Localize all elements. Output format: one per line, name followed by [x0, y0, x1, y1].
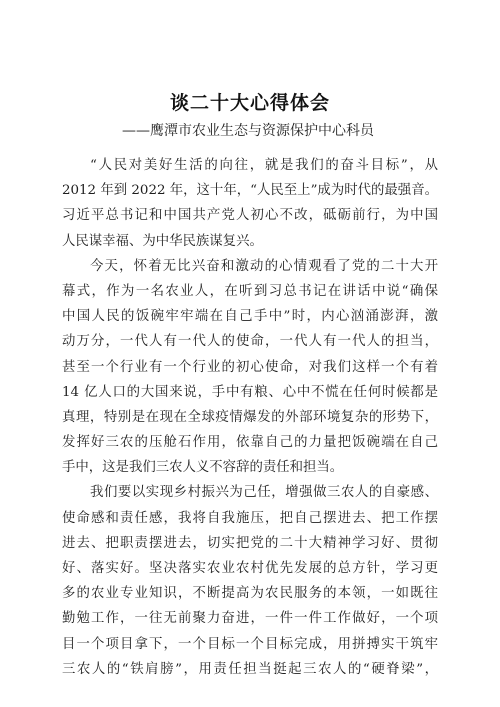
- body-line: 手中，这是我们三农人义不容辞的责任和担当。: [62, 460, 344, 476]
- body-line: 好、落实好。坚决落实农业农村优先发展的总方针，学习更: [62, 561, 438, 576]
- body-line: 我们要以实现乡村振兴为己任，增强做三农人的自豪感、: [90, 485, 438, 501]
- body-line: 幕式，作为一名农业人，在听到习总书记在讲话中说“确保: [62, 283, 438, 299]
- body-line: 多的农业专业知识，不断提高为农民服务的本领，一如既往: [62, 586, 438, 602]
- body-line: 甚至一个行业有一个行业的初心使命，对我们这样一个有着: [62, 359, 438, 375]
- body-line: 发挥好三农的压舱石作用，依靠自己的力量把饭碗端在自己: [62, 435, 438, 451]
- body-line: 习近平总书记和中国共产党人初心不改，砥砺前行，为中国: [62, 208, 438, 224]
- body-line: 人民谋幸福、为中华民族谋复兴。: [62, 233, 263, 249]
- body-line: 中国人民的饭碗牢牢端在自己手中”时，内心汹涌澎湃，激: [62, 309, 438, 325]
- body-line: 14 亿人口的大国来说，手中有粮、心中不慌在任何时候都是: [62, 384, 438, 400]
- body-line: 使命感和责任感，我将自我施压，把自己摆进去、把工作摆: [62, 510, 438, 526]
- document-body: [62, 153, 438, 682]
- body-line: 进去、把职责摆进去，切实把党的二十大精神学习好、贯彻: [62, 535, 438, 551]
- body-line: 今天，怀着无比兴奋和激动的心情观看了党的二十大开: [90, 258, 438, 274]
- body-line: 三农人的“铁肩膀”，用责任担当挺起三农人的“硬脊梁”，: [62, 661, 438, 677]
- body-line: 真理，特别是在现在全球疫情爆发的外部环境复杂的形势下，: [62, 409, 438, 425]
- body-line: 勤勉工作，一往无前聚力奋进，一件一件工作做好，一个项: [62, 611, 438, 627]
- body-line: 动万分，一代人有一代人的使命，一代人有一代人的担当，: [62, 334, 438, 350]
- body-line: 2012 年到 2022 年，这十年，“人民至上”成为时代的最强音。: [62, 183, 438, 199]
- document-subtitle: ——鹰潭市农业生态与资源保护中心科员: [122, 123, 374, 139]
- body-line: 目一个项目拿下，一个目标一个目标完成，用拼搏实干筑牢: [62, 636, 438, 652]
- body-line: “人民对美好生活的向往，就是我们的奋斗目标”，从: [90, 158, 438, 173]
- document-title: 谈二十大心得体会: [169, 92, 330, 114]
